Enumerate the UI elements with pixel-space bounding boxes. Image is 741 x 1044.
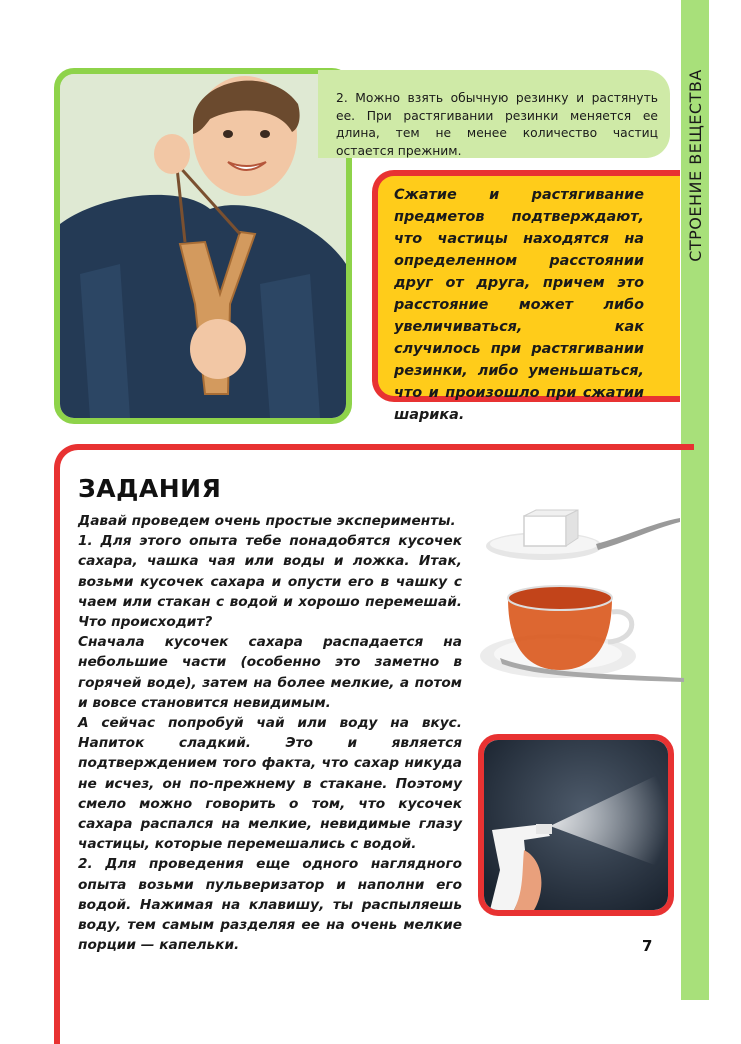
spray-bottle-illustration (484, 740, 668, 910)
boy-slingshot-illustration (60, 74, 346, 418)
spray-bottle-photo (478, 734, 674, 916)
page-number: 7 (642, 937, 653, 955)
boy-slingshot-photo (54, 68, 352, 424)
section-title-text: СТРОЕНИЕ ВЕЩЕСТВА (685, 68, 705, 262)
tasks-heading: ЗАДАНИЯ (78, 474, 222, 503)
task-paragraph: Давай проведем очень простые эксперименты. (78, 513, 456, 529)
sugar-spoon-image (486, 508, 682, 574)
section-title-vertical (681, 70, 709, 260)
task-paragraph: 2. Для проведения еще одного наглядного опыта возьми пульверизатор и наполни его водой. Нажимая на клавишу, ты распыляешь воду, тем самым разделяя ее на очень мелкие порции — капельки. (78, 856, 462, 954)
note-text: 2. Можно взять обычную резинку и растянуть ее. При растягивании резинки меняется ее длина, тем не менее количество частиц остается прежним. (336, 91, 658, 158)
task-paragraph: 1. Для этого опыта тебе понадобятся кусочек сахара, чашка чая или воды и ложка. Итак, возьми кусочек сахара и опусти его в чашку с чаем или стакан с водой и хорошо перемешай. Что происходит? (78, 533, 462, 631)
conclusion-text: Сжатие и растягивание предметов подтверждают, что частицы находятся на определенном расстоянии друг от друга, причем это расстояние может либо увеличиваться, как случилось при растягивании резинки, либо уменьшаться, что и произошло при сжатии шарика. (394, 187, 644, 423)
tasks-body (78, 511, 462, 955)
task-paragraph: Сначала кусочек сахара распадается на небольшие части (особенно это заметно в горячей воде), затем на более мелкие, а потом и вовсе становится невидимым. (78, 634, 462, 711)
tea-cup-image (480, 578, 686, 688)
task-paragraph: А сейчас попробуй чай или воду на вкус. Напиток сладкий. Это и является подтверждением того факта, что сахар никуда не исчез, он по-прежнему в стакане. Поэтому смело можно говорить о том, что кусочек сахара распался на мелкие, невидимые глазу частицы, которые перемешались с водой. (78, 715, 462, 853)
